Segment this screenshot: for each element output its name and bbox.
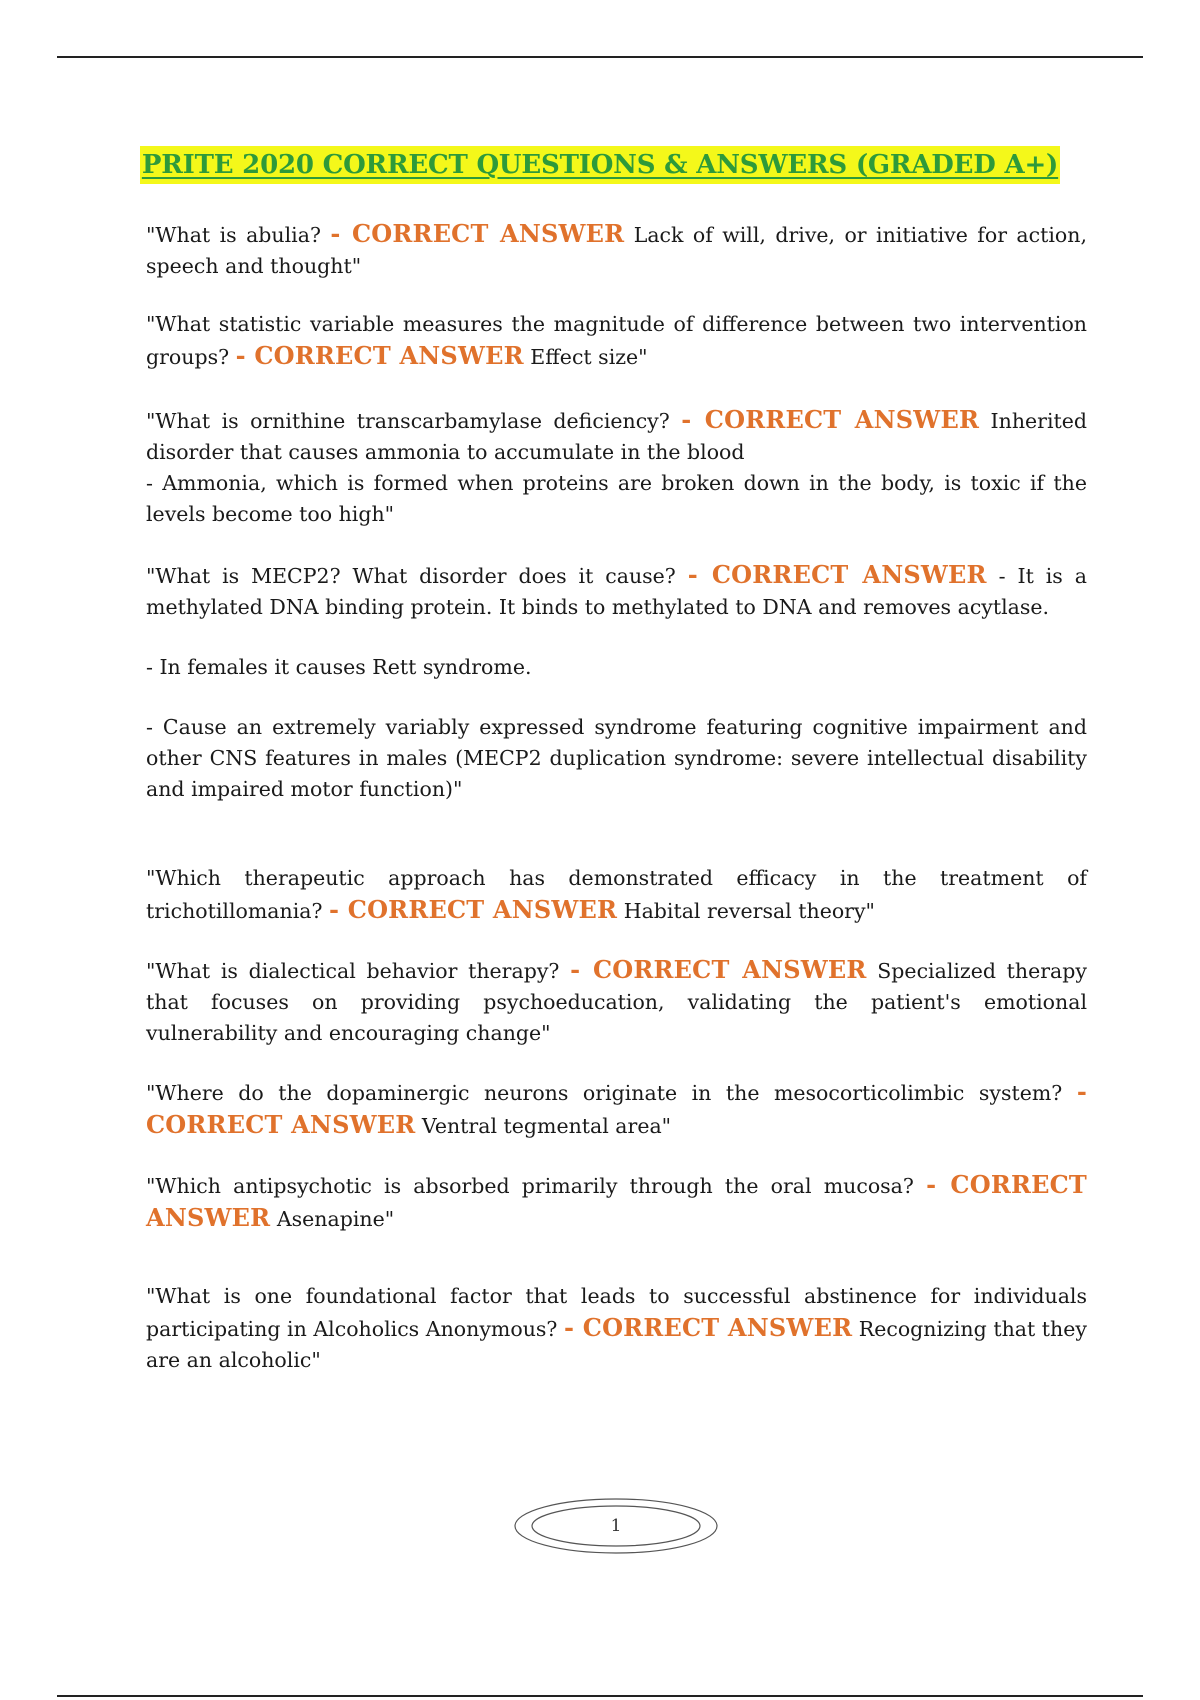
correct-answer-label: - CORRECT ANSWER: [146, 1077, 1087, 1139]
answer-text: Effect size": [530, 345, 648, 369]
question-text: "What is dialectical behavior therapy?: [146, 959, 560, 983]
qa-item: [146, 559, 1087, 805]
question-text: "What is MECP2? What disorder does it cause?: [146, 564, 676, 588]
qa-item: [146, 309, 1087, 373]
correct-answer-label: - CORRECT ANSWER: [570, 955, 867, 984]
answer-text: Ventral tegmental area": [421, 1114, 672, 1138]
answer-text: Specialized therapy that focuses on providing psychoeducation, validating the patient's emotional vulnerability and encouraging change": [146, 959, 1087, 1045]
qa-item: [146, 1076, 1087, 1142]
question-text: "Which antipsychotic is absorbed primarily through the oral mucosa?: [146, 1174, 914, 1198]
qa-item: [146, 1169, 1087, 1235]
qa-list: [146, 218, 1087, 1376]
answer-text: Inherited disorder that causes ammonia to accumulate in the blood: [146, 409, 1087, 464]
page-number-badge: [513, 1497, 719, 1555]
qa-item: [146, 404, 1087, 530]
correct-answer-label: - CORRECT ANSWER: [329, 895, 618, 924]
document-title: PRITE 2020 CORRECT QUESTIONS & ANSWERS (GRADED A+): [140, 146, 1060, 184]
page-number: 1: [610, 1516, 622, 1536]
qa-item: [146, 954, 1087, 1049]
footer-divider: [57, 1695, 1143, 1697]
qa-item: [146, 1281, 1087, 1376]
answer-extra-text: - Ammonia, which is formed when proteins are broken down in the body, is toxic if the levels become too high": [146, 471, 1087, 526]
question-text: "Where do the dopaminergic neurons originate in the mesocorticolimbic system?: [146, 1081, 1063, 1105]
question-text: "What statistic variable measures the magnitude of difference between two intervention groups?: [146, 312, 1087, 369]
title-container: [0, 146, 1200, 184]
answer-text: - It is a methylated DNA binding protein. It binds to methylated to DNA and removes acytlase.: [146, 564, 1087, 619]
question-text: "Which therapeutic approach has demonstrated efficacy in the treatment of trichotillomania?: [146, 866, 1087, 923]
question-text: "What is ornithine transcarbamylase deficiency?: [146, 409, 670, 433]
answer-extra-text: - In females it causes Rett syndrome.: [146, 655, 532, 679]
answer-text: Habital reversal theory": [623, 899, 875, 923]
qa-item: [146, 863, 1087, 927]
answer-text: Lack of will, drive, or initiative for action, speech and thought": [146, 223, 1087, 278]
answer-text: Recognizing that they are an alcoholic": [146, 1317, 1087, 1372]
correct-answer-label: - CORRECT ANSWER: [563, 1313, 853, 1342]
qa-item: [146, 218, 1087, 282]
answer-text: Asenapine": [276, 1207, 395, 1231]
correct-answer-label: - CORRECT ANSWER: [330, 219, 625, 248]
correct-answer-label: - CORRECT ANSWER: [687, 560, 987, 589]
correct-answer-label: - CORRECT ANSWER: [681, 405, 980, 434]
header-divider: [57, 56, 1143, 58]
correct-answer-label: - CORRECT ANSWER: [146, 1170, 1087, 1232]
correct-answer-label: - CORRECT ANSWER: [235, 341, 524, 370]
question-text: "What is one foundational factor that leads to successful abstinence for individuals participating in Alcoholics Anonymous?: [146, 1284, 1087, 1341]
question-text: "What is abulia?: [146, 223, 321, 247]
answer-extra-text: - Cause an extremely variably expressed syndrome featuring cognitive impairment and other CNS features in males (MECP2 duplication syndrome: severe intellectual disability and impaired motor function)": [146, 715, 1087, 801]
